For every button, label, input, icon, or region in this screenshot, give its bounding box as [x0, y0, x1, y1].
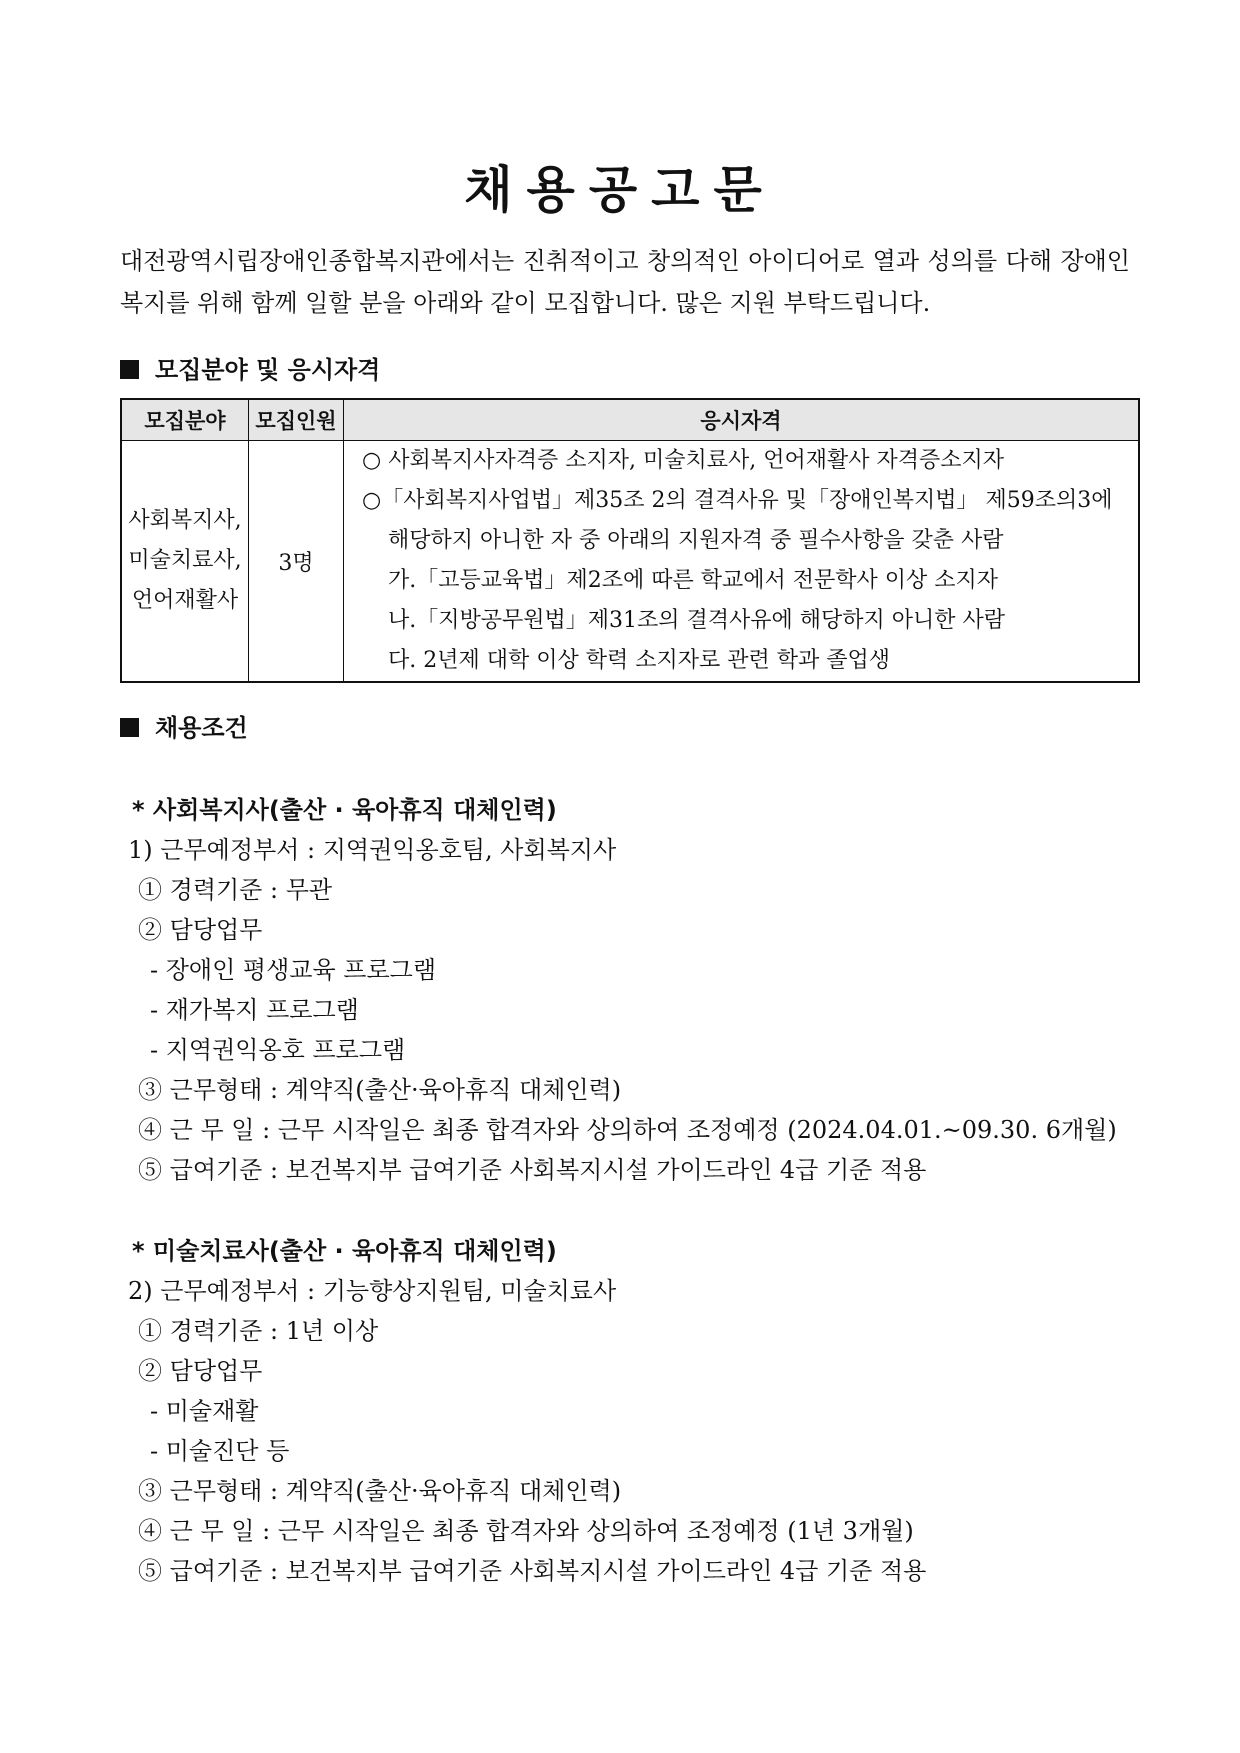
- position-period: ④ 근 무 일 : 근무 시작일은 최종 합격자와 상의하여 조정예정 (2024.04.01.~09.30. 6개월): [138, 1116, 1117, 1144]
- position-type: ③ 근무형태 : 계약직(출산·육아휴직 대체인력): [138, 1076, 622, 1104]
- page-title: 채용공고문: [464, 161, 776, 219]
- field-line: 언어재활사: [131, 588, 239, 613]
- square-bullet-icon: [120, 718, 139, 737]
- position-block-art-therapist: [128, 1231, 926, 1591]
- position-duties-label: ② 담당업무: [138, 916, 263, 944]
- position-career: ① 경력기준 : 무관: [138, 876, 333, 904]
- field-cell: [121, 441, 249, 683]
- header-qualification: 응시자격: [344, 399, 1140, 441]
- position-period: ④ 근 무 일 : 근무 시작일은 최종 합격자와 상의하여 조정예정 (1년 3개월): [138, 1517, 914, 1545]
- position-salary: ⑤ 급여기준 : 보건복지부 급여기준 사회복지시설 가이드라인 4급 기준 적용: [138, 1156, 927, 1184]
- qualification-line: ○「사회복지사업법」제35조 2의 결격사유 및「장애인복지법」 제59조의3에: [362, 488, 1113, 513]
- section-heading-qualifications: 모집분야 및 응시자격: [120, 350, 380, 385]
- header-count: 모집인원: [249, 399, 344, 441]
- position-salary: ⑤ 급여기준 : 보건복지부 급여기준 사회복지시설 가이드라인 4급 기준 적용: [138, 1557, 927, 1585]
- qualification-line: ○ 사회복지사자격증 소지자, 미술치료사, 언어재활사 자격증소지자: [362, 448, 1004, 473]
- position-career: ① 경력기준 : 1년 이상: [138, 1317, 379, 1345]
- duty-item: - 재가복지 프로그램: [150, 996, 359, 1024]
- position-title: * 미술치료사(출산 · 육아휴직 대체인력): [132, 1237, 557, 1265]
- square-bullet-icon: [120, 360, 139, 379]
- section-heading-conditions: 채용조건: [120, 708, 248, 743]
- qualification-line: 해당하지 아니한 자 중 아래의 지원자격 중 필수사항을 갖춘 사람: [388, 528, 1004, 553]
- qualification-line: 가.「고등교육법」제2조에 따른 학교에서 전문학사 이상 소지자: [388, 568, 999, 593]
- position-dept: 2) 근무예정부서 : 기능향상지원팀, 미술치료사: [128, 1277, 617, 1305]
- count-cell: 3명: [249, 441, 344, 683]
- position-duties-label: ② 담당업무: [138, 1357, 263, 1385]
- position-type: ③ 근무형태 : 계약직(출산·육아휴직 대체인력): [138, 1477, 622, 1505]
- intro-paragraph: 대전광역시립장애인종합복지관에서는 진취적이고 창의적인 아이디어로 열과 성의를 다해 장애인복지를 위해 함께 일할 분을 아래와 같이 모집합니다. 많은 지원 부탁드립니다.: [120, 247, 1130, 317]
- field-line: 미술치료사,: [128, 548, 242, 573]
- table-row: [121, 441, 1139, 683]
- field-line: 사회복지사,: [128, 508, 242, 533]
- duty-item: - 장애인 평생교육 프로그램: [150, 956, 437, 984]
- position-block-social-worker: [128, 790, 1117, 1190]
- position-dept: 1) 근무예정부서 : 지역권익옹호팀, 사회복지사: [128, 836, 617, 864]
- duty-item: - 지역권익옹호 프로그램: [150, 1036, 406, 1064]
- qualification-line: 나.「지방공무원법」제31조의 결격사유에 해당하지 아니한 사람: [388, 608, 1006, 633]
- duty-item: - 미술진단 등: [150, 1437, 290, 1465]
- table-header-row: [121, 399, 1139, 441]
- qualification-table: [120, 398, 1140, 683]
- qualification-cell: [344, 441, 1140, 683]
- qualification-line: 다. 2년제 대학 이상 학력 소지자로 관련 학과 졸업생: [388, 648, 890, 673]
- header-field: 모집분야: [121, 399, 249, 441]
- position-title: * 사회복지사(출산 · 육아휴직 대체인력): [132, 796, 557, 824]
- duty-item: - 미술재활: [150, 1397, 259, 1425]
